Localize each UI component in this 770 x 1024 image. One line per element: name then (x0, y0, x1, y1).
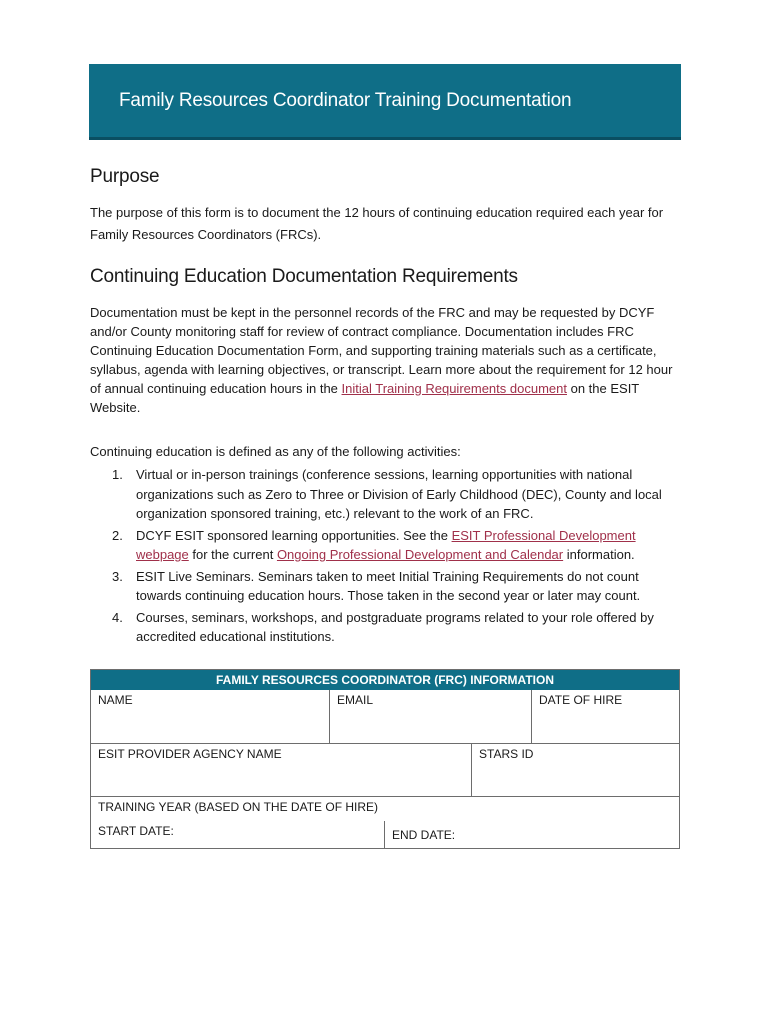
list-item-text: information. (563, 547, 635, 562)
email-field[interactable] (329, 690, 531, 744)
start-date-label: START DATE: (98, 824, 174, 838)
start-date-field[interactable] (91, 821, 384, 848)
training-year-label: TRAINING YEAR (BASED ON THE DATE OF HIRE) (98, 800, 379, 814)
list-item (90, 465, 680, 524)
end-date-label: END DATE: (392, 828, 456, 842)
end-date-field[interactable] (384, 821, 679, 848)
name-label: NAME (98, 693, 133, 707)
list-item-text: DCYF ESIT sponsored learning opportunities. See the (136, 527, 452, 543)
email-label: EMAIL (337, 693, 374, 707)
title-banner (89, 64, 681, 140)
requirements-text (90, 303, 680, 417)
name-field[interactable] (91, 690, 329, 744)
list-item-text: Virtual or in-person trainings (conference sessions, learning opportunities with national organizations such as Zero to Three or Division of Early Childhood (DEC), County and local organization sponsored training, etc.) relevant to the work of an FRC. (136, 467, 662, 521)
purpose-heading: Purpose (90, 166, 160, 187)
list-item-text: for the current (188, 547, 277, 562)
list-number: 3. (112, 568, 123, 584)
list-number: 2. (112, 527, 123, 543)
list-number: 1. (112, 467, 123, 482)
date-of-hire-field[interactable] (531, 690, 679, 744)
activities-intro: Continuing education is defined as any of the following activities: (90, 444, 461, 459)
list-item (90, 608, 680, 647)
list-number: 4. (112, 609, 123, 625)
stars-id-label: STARS ID (479, 747, 534, 761)
document-title: Family Resources Coordinator Training Documentation (119, 90, 572, 111)
initial-training-requirements-link[interactable]: Initial Training Requirements document (341, 381, 567, 396)
esit-professional-development-link[interactable]: ESIT Professional Development webpage (136, 527, 636, 562)
date-of-hire-label: DATE OF HIRE (539, 693, 623, 707)
requirements-text-part: Documentation must be kept in the personnel records of the FRC and may be requested by DCYF and/or County monitoring staff for review of contract compliance. Documentation includes FRC Continuing Education Documentation Form, and supporting training materials such as a certificate, syllabus, agenda with learning objectives, or transcript. Learn more about the requirement for 12 hour of annual continuing education hours in the (90, 305, 673, 396)
activities-list (90, 465, 680, 649)
training-year-row (91, 797, 679, 821)
agency-name-field[interactable] (91, 744, 471, 797)
list-item (90, 526, 680, 565)
requirements-text-part: on the ESIT Website. (90, 381, 640, 415)
form-header: FAMILY RESOURCES COORDINATOR (FRC) INFORMATION (91, 670, 679, 690)
list-item (90, 567, 680, 606)
list-item-text: Courses, seminars, workshops, and postgraduate programs related to your role offered by accredited educational institutions. (136, 609, 654, 644)
ongoing-professional-development-link[interactable]: Ongoing Professional Development and Calendar (276, 547, 564, 562)
list-item-text: ESIT Live Seminars. Seminars taken to meet Initial Training Requirements do not count towards continuing education hours. Those taken in the second year or later may count. (136, 568, 641, 603)
frc-information-form (90, 669, 680, 849)
requirements-heading: Continuing Education Documentation Requirements (90, 266, 518, 287)
purpose-text: The purpose of this form is to document the 12 hours of continuing education required each year for Family Resources Coordinators (FRCs). (90, 205, 664, 242)
agency-name-label: ESIT PROVIDER AGENCY NAME (98, 747, 282, 761)
stars-id-field[interactable] (471, 744, 679, 797)
